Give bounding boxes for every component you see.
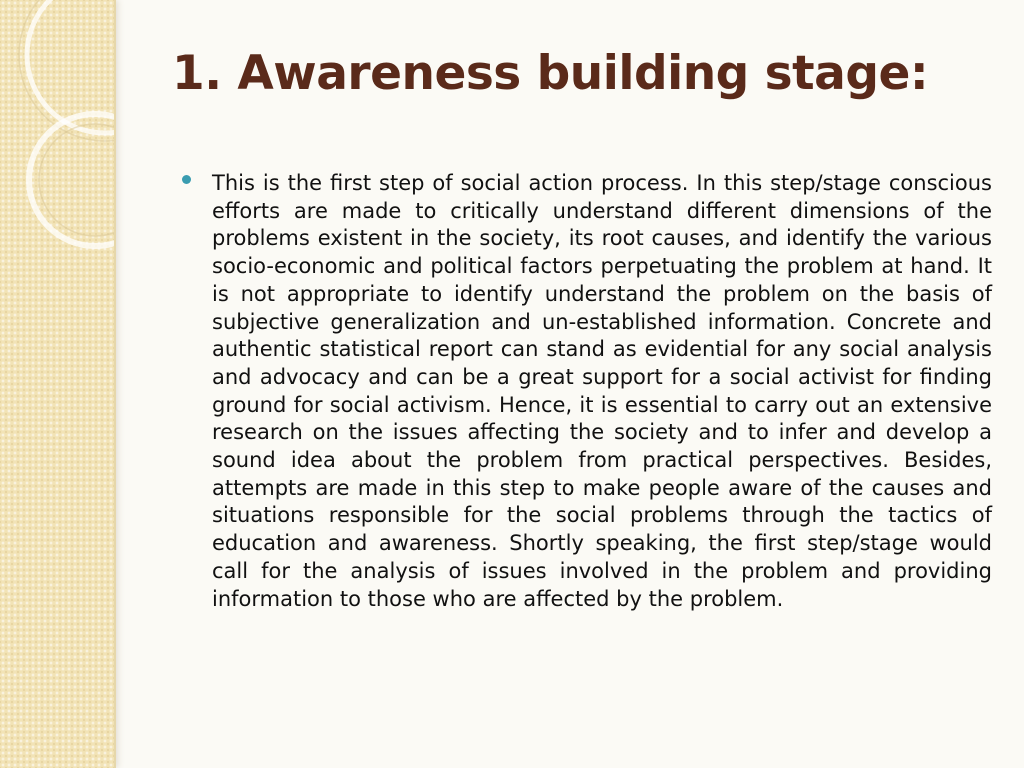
bullet-list	[182, 170, 992, 613]
bullet-text: This is the first step of social action process. In this step/stage conscious efforts are made to critically understand different dimensions of the problems existent in the society, its root causes, and identify the various socio-economic and political factors perpetuating the problem at hand. It is not appropriate to identify understand the problem on the basis of subjective generalization and un-established information. Concrete and authentic statistical report can stand as evidential for any social analysis and advocacy and can be a great support for a social activist for finding ground for social activism. Hence, it is essential to carry out an extensive research on the issues affecting the society and to infer and develop a sound idea about the problem from practical perspectives. Besides, attempts are made in this step to make people aware of the causes and situations responsible for the social problems through the tactics of education and awareness. Shortly speaking, the first step/stage would call for the analysis of issues involved in the problem and providing information to those who are affected by the problem.	[212, 171, 992, 611]
decorative-side-panel	[0, 0, 116, 768]
slide-title: 1. Awareness building stage:	[172, 46, 929, 101]
decorative-circles-graphic	[0, 0, 114, 768]
bullet-icon	[182, 175, 191, 184]
list-item	[182, 170, 992, 613]
